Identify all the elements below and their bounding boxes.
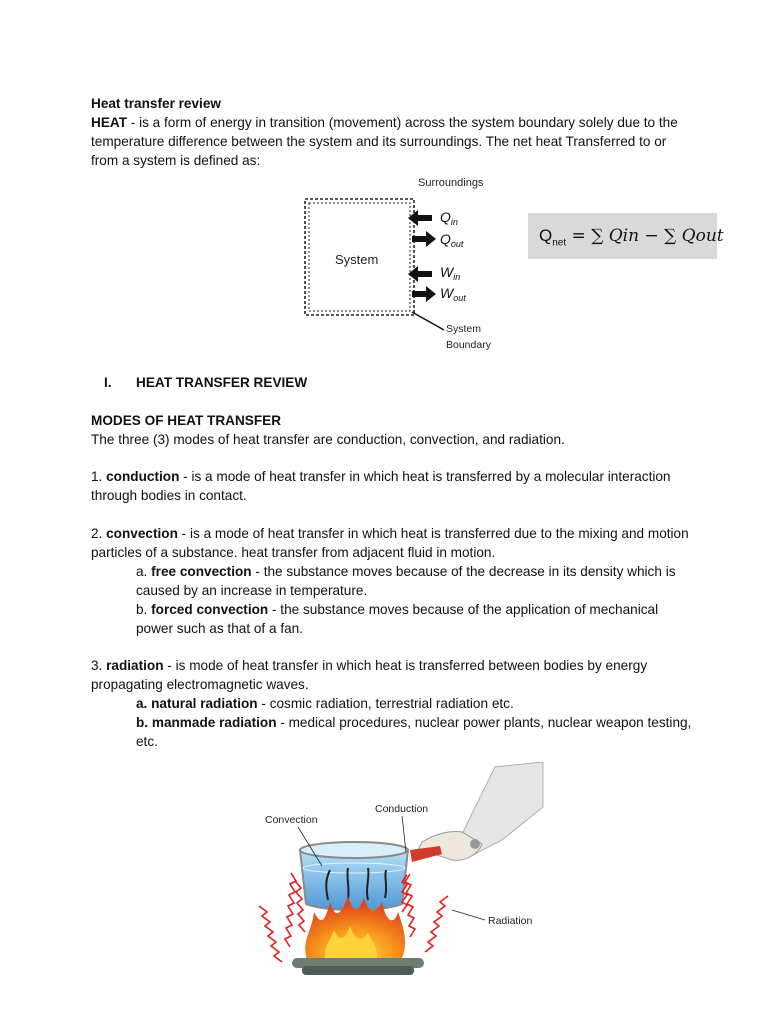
formula-rhs: = ∑ Qin − ∑ Qout — [566, 226, 724, 246]
section-heading — [104, 373, 112, 392]
convection-term: convection — [106, 526, 178, 541]
radiation-term: radiation — [106, 658, 164, 673]
radiation-def: - is mode of heat transfer in which heat is transferred between bodies by energy propagating electromagnetic waves. — [91, 658, 648, 692]
q-in-arrow — [408, 210, 432, 226]
pot-icon — [300, 842, 408, 910]
forced-convection-term: forced convection — [151, 602, 269, 617]
q-out-label: $Q_{out}$ — [440, 231, 464, 249]
surroundings-label: Surroundings — [418, 177, 484, 189]
w-in-label: $W_{in}$ — [440, 264, 461, 282]
heat-arrows — [408, 210, 436, 302]
radiation-pointer — [452, 910, 485, 920]
conduction-term: conduction — [106, 469, 180, 484]
glove-hand-icon — [418, 762, 543, 860]
w-out-arrow — [412, 286, 436, 302]
q-in-label: $Q_{in}$ — [440, 209, 458, 227]
free-convection-def: - the substance moves because of the decrease in its density which is caused by an increase in temperature. — [136, 564, 676, 598]
q-out-arrow — [412, 231, 436, 247]
section-number: I. — [104, 375, 112, 390]
conduction-item: 1. conduction - is a mode of heat transfer in which heat is transferred by a molecular interaction through bodies in contact. — [91, 469, 671, 503]
forced-convection-def: - the substance moves because of the application of mechanical power such as that of a fan. — [136, 602, 659, 636]
convection-label: Convection — [265, 814, 318, 826]
radiation-item: 3. radiation - is mode of heat transfer in which heat is transferred between bodies by energy propagating electromagnetic waves. — [91, 658, 648, 692]
heat-def-text: - is a form of energy in transition (movement) across the system boundary solely due to the temperature difference between the system and its surroundings. The net heat Transferred to or from a system is defined as: — [91, 115, 678, 168]
pot-handle — [410, 846, 442, 862]
w-in-arrow — [408, 266, 432, 282]
wood-logs — [292, 958, 424, 975]
forced-convection-item: b. forced convection - the substance moves because of the application of mechanical power such as that of a fan. — [136, 602, 659, 636]
heat-definition — [91, 113, 691, 170]
formula-q: Q — [539, 226, 553, 245]
modes-section — [91, 411, 691, 449]
natural-radiation-term: a. natural radiation — [136, 696, 258, 711]
formula-sub: net — [552, 237, 567, 249]
net-heat-formula — [528, 213, 724, 259]
natural-radiation-item — [136, 694, 696, 713]
free-convection-item: a. free convection - the substance moves because of the decrease in its density which is caused by an increase in temperature. — [136, 564, 676, 598]
modes-intro: The three (3) modes of heat transfer are conduction, convection, and radiation. — [91, 432, 565, 447]
radiation-label: Radiation — [488, 915, 533, 927]
heat-transfer-illustration — [230, 762, 545, 980]
conduction-def: - is a mode of heat transfer in which heat is transferred by a molecular interaction through bodies in contact. — [91, 469, 671, 503]
boundary-label-line2: Boundary — [446, 339, 491, 351]
convection-def: - is a mode of heat transfer in which heat is transferred due to the mixing and motion particles of a substance. heat transfer from adjacent fluid in motion. — [91, 526, 689, 560]
heat-intro-section — [91, 94, 691, 170]
doc-title: Heat transfer review — [91, 96, 221, 111]
modes-heading: MODES OF HEAT TRANSFER — [91, 413, 282, 428]
convection-item: 2. convection - is a mode of heat transfer in which heat is transferred due to the mixing and motion particles of a substance. heat transfer from adjacent fluid in motion. — [91, 526, 689, 560]
system-label: System — [335, 252, 379, 267]
heat-term: HEAT — [91, 115, 127, 130]
free-convection-term: free convection — [151, 564, 252, 579]
manmade-radiation-def: - medical procedures, nuclear power plants, nuclear weapon testing, etc. — [136, 715, 692, 749]
system-boundary-diagram — [300, 170, 510, 356]
boundary-pointer-line — [412, 312, 444, 330]
section-title: HEAT TRANSFER REVIEW — [136, 375, 308, 390]
natural-radiation-def: - cosmic radiation, terrestrial radiation etc. — [257, 696, 514, 711]
manmade-radiation-term: b. manmade radiation — [136, 715, 277, 730]
w-out-label: $W_{out}$ — [440, 285, 466, 303]
manmade-radiation-item — [136, 713, 696, 751]
boundary-label-line1: System — [446, 323, 482, 335]
conduction-label: Conduction — [375, 803, 429, 815]
